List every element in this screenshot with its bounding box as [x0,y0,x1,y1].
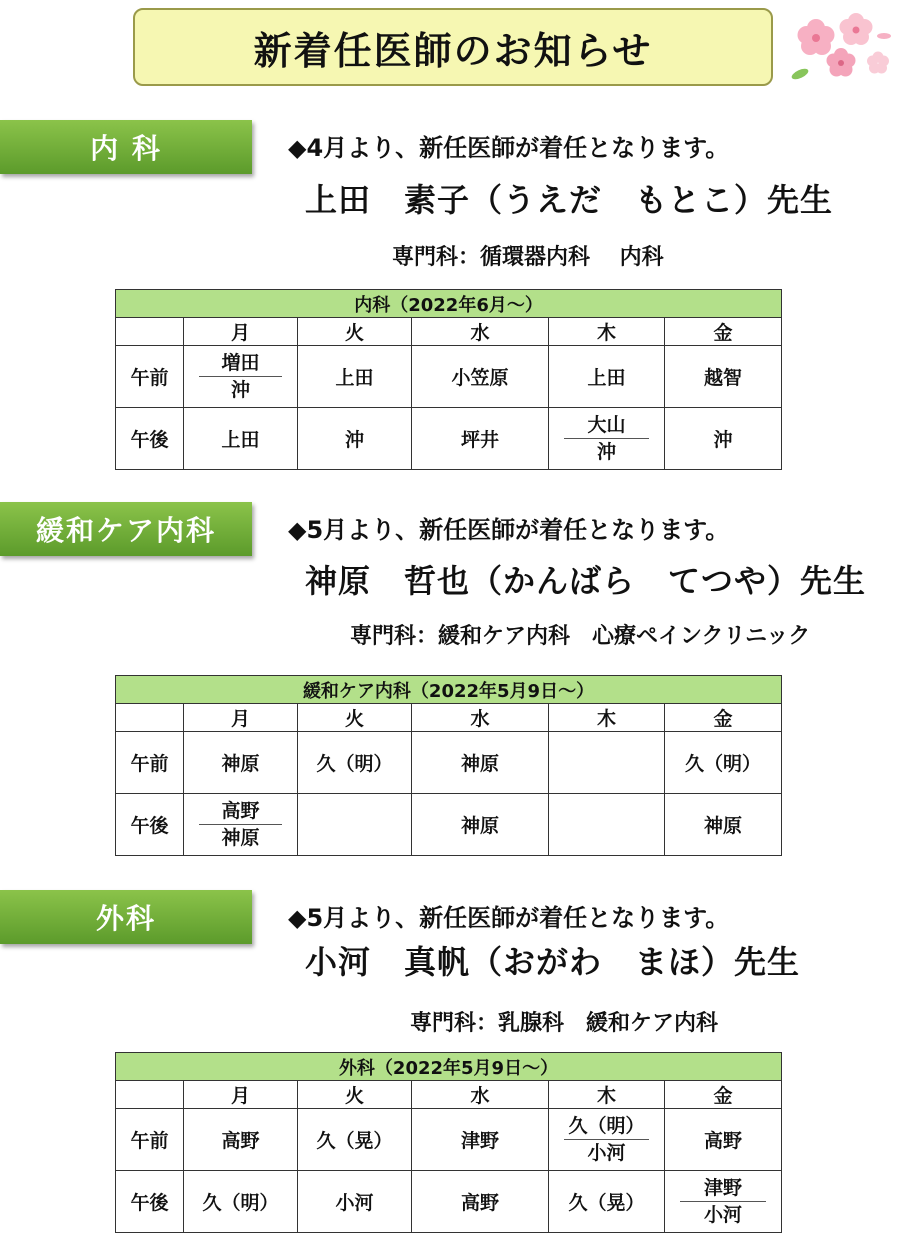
weekday-header: 火 [298,318,412,346]
schedule-cell [412,732,549,794]
table-caption-row [116,290,782,318]
doctor-on-duty: 沖 [230,379,250,401]
time-slot-label: 午後 [116,1171,184,1233]
schedule-cell [549,1171,665,1233]
split-cell [549,408,664,469]
doctor-on-duty: 津野 [460,1130,499,1152]
schedule-cell [549,794,665,856]
announcement-text: ◆4月より、新任医師が着任となります。 [288,134,730,162]
time-slot-label: 午後 [116,794,184,856]
schedule-cell [665,408,782,470]
schedule-cell [665,1109,782,1171]
schedule-cell [665,794,782,856]
doctor-on-duty: 越智 [704,367,743,389]
schedule-cell [184,732,298,794]
schedule-cell [298,408,412,470]
doctor-on-duty: 沖 [713,429,733,451]
schedule-cell [298,346,412,408]
doctor-on-duty: 大山 [564,412,649,439]
weekday-header: 金 [665,318,782,346]
schedule-cell [298,1109,412,1171]
doctor-on-duty: 神原 [460,815,499,837]
doctor-on-duty: 沖 [344,429,364,451]
doctor-on-duty: 小河 [587,1142,626,1164]
doctor-on-duty: 神原 [221,827,260,849]
doctor-on-duty: 坪井 [460,429,499,451]
weekday-header: 火 [298,704,412,732]
schedule-cell [549,1109,665,1171]
announcement-text: ◆5月より、新任医師が着任となります。 [288,516,730,544]
announcement-text: ◆5月より、新任医師が着任となります。 [288,904,730,932]
morning-row [116,346,782,408]
schedule-cell [549,346,665,408]
doctor-on-duty: 津野 [680,1175,766,1202]
schedule-table [115,1052,782,1233]
doctor-on-duty: 高野 [460,1192,499,1214]
morning-row [116,1109,782,1171]
schedule-cell [549,408,665,470]
time-slot-label: 午後 [116,408,184,470]
schedule-cell [412,408,549,470]
split-cell [184,794,297,855]
doctor-on-duty: 神原 [704,815,743,837]
doctor-on-duty: 高野 [199,798,283,825]
schedule-table [115,289,782,470]
weekday-header-row [116,704,782,732]
afternoon-row [116,794,782,856]
weekday-header: 木 [549,1081,665,1109]
page-title: 新着任医師のお知らせ [133,8,773,86]
schedule-cell [412,1171,549,1233]
weekday-header: 月 [184,1081,298,1109]
table-caption: 外科（2022年5月9日～） [116,1053,782,1081]
dept-label-internal-medicine: 内 科 [0,120,252,174]
table-caption-row [116,1053,782,1081]
doctor-on-duty: 高野 [221,1130,260,1152]
weekday-header: 木 [549,318,665,346]
doctor-on-duty: 久（晃） [316,1130,393,1152]
dept-label-surgery: 外科 [0,890,252,944]
doctor-on-duty: 小笠原 [451,367,509,389]
split-cell [549,1109,664,1170]
corner-cell [116,704,184,732]
schedule-cell [665,1171,782,1233]
weekday-header: 木 [549,704,665,732]
time-slot-label: 午前 [116,1109,184,1171]
doctor-on-duty: 久（明） [316,753,393,775]
doctor-on-duty: 神原 [221,753,260,775]
weekday-header: 水 [412,704,549,732]
doctor-on-duty: 久（晃） [568,1192,645,1214]
doctor-specialty: 専門科：緩和ケア内科 心療ペインクリニック [350,624,811,649]
table-caption-row [116,676,782,704]
doctor-name: 上田 素子（うえだ もとこ）先生 [305,181,834,219]
doctor-on-duty: 神原 [460,753,499,775]
cherry-blossom-decoration [786,8,896,90]
doctor-on-duty: 久（明） [564,1113,649,1140]
afternoon-row [116,408,782,470]
doctor-on-duty: 上田 [587,367,626,389]
doctor-on-duty: 上田 [221,429,260,451]
weekday-header: 月 [184,704,298,732]
weekday-header-row [116,318,782,346]
schedule-cell [184,346,298,408]
split-cell [184,346,297,407]
afternoon-row [116,1171,782,1233]
schedule-cell [184,794,298,856]
corner-cell [116,1081,184,1109]
schedule-cell [298,732,412,794]
weekday-header-row [116,1081,782,1109]
dept-label-palliative-care: 緩和ケア内科 [0,502,252,556]
table-caption: 内科（2022年6月～） [116,290,782,318]
schedule-cell [412,1109,549,1171]
doctor-on-duty: 沖 [596,441,616,463]
weekday-header: 金 [665,1081,782,1109]
schedule-cell [665,346,782,408]
split-cell [665,1171,781,1232]
doctor-on-duty: 小河 [704,1204,743,1226]
schedule-cell [298,1171,412,1233]
table-caption: 緩和ケア内科（2022年5月9日～） [116,676,782,704]
schedule-cell [184,1171,298,1233]
doctor-on-duty: 久（明） [685,753,762,775]
morning-row [116,732,782,794]
weekday-header: 金 [665,704,782,732]
weekday-header: 月 [184,318,298,346]
doctor-name: 小河 真帆（おがわ まほ）先生 [305,943,801,981]
schedule-cell [184,408,298,470]
doctor-on-duty: 増田 [199,350,283,377]
doctor-name: 神原 哲也（かんばら てつや）先生 [305,562,867,600]
doctor-on-duty: 久（明） [202,1192,279,1214]
corner-cell [116,318,184,346]
doctor-on-duty: 高野 [704,1130,743,1152]
time-slot-label: 午前 [116,732,184,794]
doctor-on-duty: 上田 [335,367,374,389]
doctor-on-duty: 小河 [335,1192,374,1214]
weekday-header: 水 [412,318,549,346]
weekday-header: 火 [298,1081,412,1109]
schedule-cell [298,794,412,856]
doctor-specialty: 専門科：乳腺科 緩和ケア内科 [410,1011,719,1036]
time-slot-label: 午前 [116,346,184,408]
schedule-cell [412,794,549,856]
schedule-cell [184,1109,298,1171]
schedule-table [115,675,782,856]
schedule-cell [412,346,549,408]
weekday-header: 水 [412,1081,549,1109]
doctor-specialty: 専門科：循環器内科 内科 [392,245,664,270]
schedule-cell [549,732,665,794]
schedule-cell [665,732,782,794]
